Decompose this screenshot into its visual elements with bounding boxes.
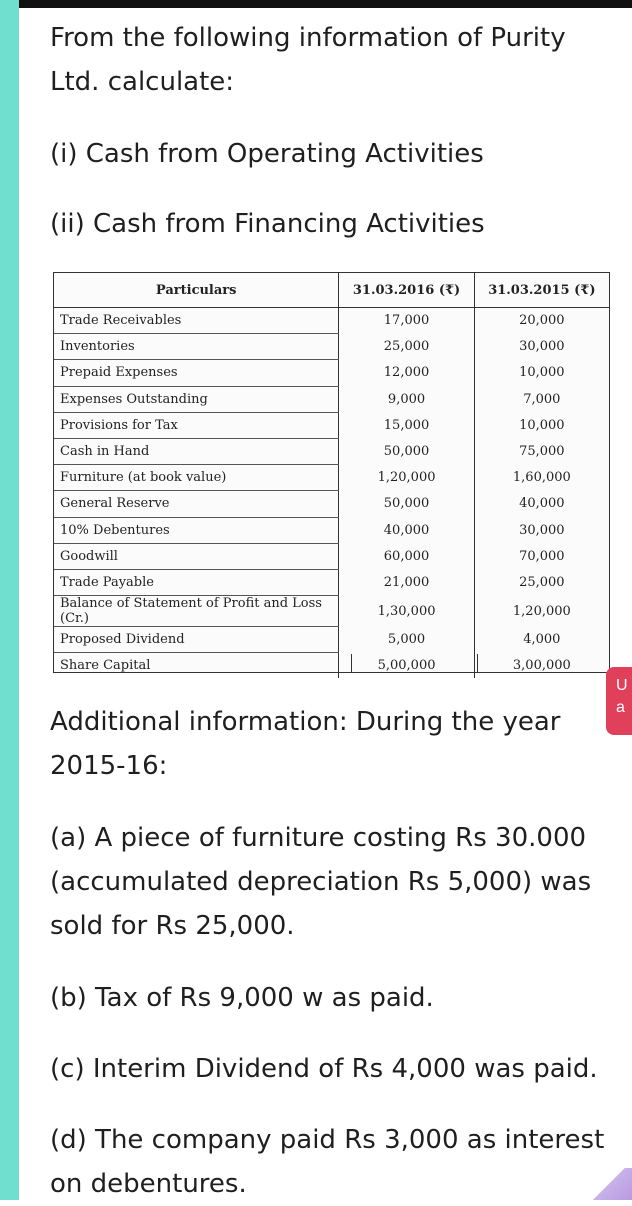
row-particular: Provisions for Tax bbox=[54, 412, 339, 438]
row-particular: Furniture (at book value) bbox=[54, 465, 339, 491]
row-value-2015: 1,60,000 bbox=[512, 470, 571, 486]
row-value-2015: 7,000 bbox=[523, 391, 561, 407]
table-row bbox=[54, 412, 609, 438]
row-value-2015: 4,000 bbox=[523, 632, 561, 648]
row-value-2015: 1,20,000 bbox=[512, 603, 571, 619]
side-button-line2: a bbox=[616, 699, 625, 716]
row-value-2016: 21,000 bbox=[339, 569, 474, 595]
table-header-row bbox=[54, 273, 609, 308]
additional-item-b: (b) Tax of Rs 9,000 w as paid. bbox=[50, 983, 434, 1013]
row-value-2016: 50,000 bbox=[339, 438, 474, 464]
table-row bbox=[54, 596, 609, 627]
row-value-2016: 40,000 bbox=[339, 517, 474, 543]
header-particulars: Particulars bbox=[54, 273, 339, 308]
row-value-2016: 5,000 bbox=[339, 627, 474, 653]
row-particular: Trade Receivables bbox=[54, 308, 339, 334]
row-value-2016: 1,30,000 bbox=[339, 596, 474, 627]
row-value-2016: 17,000 bbox=[339, 308, 474, 334]
table-row bbox=[54, 386, 609, 412]
row-value-2015: 10,000 bbox=[519, 365, 565, 381]
table-row bbox=[54, 360, 609, 386]
side-floating-button[interactable] bbox=[606, 667, 632, 735]
row-particular: Inventories bbox=[54, 334, 339, 360]
row-value-2016: 15,000 bbox=[339, 412, 474, 438]
additional-item-a: (a) A piece of furniture costing Rs 30.000 (accumulated depreciation Rs 5,000) was sold for Rs 25,000. bbox=[50, 823, 592, 941]
row-value-2016: 60,000 bbox=[339, 543, 474, 569]
table-row bbox=[54, 308, 609, 334]
additional-item-d: (d) The company paid Rs 3,000 as interest on debentures. bbox=[50, 1125, 605, 1199]
row-value-2015: 3,00,000 bbox=[512, 658, 571, 674]
table-row bbox=[54, 569, 609, 595]
question-part-ii: (ii) Cash from Financing Activities bbox=[50, 209, 485, 239]
row-value-2015: 30,000 bbox=[519, 339, 565, 355]
row-particular: Prepaid Expenses bbox=[54, 360, 339, 386]
additional-item-c: (c) Interim Dividend of Rs 4,000 was paid. bbox=[50, 1054, 598, 1084]
row-value-2015: 70,000 bbox=[519, 548, 565, 564]
header-2016: 31.03.2016 (₹) bbox=[339, 273, 474, 308]
row-value-2016: 1,20,000 bbox=[339, 465, 474, 491]
table-row bbox=[54, 465, 609, 491]
row-value-2015: 10,000 bbox=[519, 417, 565, 433]
header-2015: 31.03.2015 (₹) bbox=[474, 273, 609, 308]
row-particular: 10% Debentures bbox=[54, 517, 339, 543]
table-row bbox=[54, 438, 609, 464]
row-value-2016: 50,000 bbox=[339, 491, 474, 517]
side-button-line1: U bbox=[616, 677, 628, 694]
corner-decoration bbox=[592, 1168, 632, 1200]
row-value-2016: 12,000 bbox=[339, 360, 474, 386]
row-particular: Trade Payable bbox=[54, 569, 339, 595]
balance-table bbox=[53, 272, 610, 673]
question-text: From the following information of Purity Ltd. calculate: bbox=[50, 23, 566, 97]
row-particular: Share Capital bbox=[54, 653, 339, 679]
row-value-2016: 5,00,000 bbox=[339, 653, 474, 679]
row-value-2015: 25,000 bbox=[519, 574, 565, 590]
row-value-2015: 30,000 bbox=[519, 522, 565, 538]
top-status-bar bbox=[0, 0, 632, 8]
row-value-2016: 9,000 bbox=[339, 386, 474, 412]
question-part-i: (i) Cash from Operating Activities bbox=[50, 139, 484, 169]
additional-info-heading: Additional information: During the year 2015-16: bbox=[50, 707, 561, 781]
left-accent-bar bbox=[0, 0, 19, 1200]
row-value-2015: 40,000 bbox=[519, 496, 565, 512]
table-row bbox=[54, 517, 609, 543]
row-particular: General Reserve bbox=[54, 491, 339, 517]
row-particular: Expenses Outstanding bbox=[54, 386, 339, 412]
row-value-2015: 75,000 bbox=[519, 444, 565, 460]
table-row bbox=[54, 334, 609, 360]
row-value-2016: 25,000 bbox=[339, 334, 474, 360]
row-particular: Proposed Dividend bbox=[54, 627, 339, 653]
table-bottom-space bbox=[54, 654, 609, 672]
row-particular: Cash in Hand bbox=[54, 438, 339, 464]
row-particular: Goodwill bbox=[54, 543, 339, 569]
table-row bbox=[54, 543, 609, 569]
row-value-2015: 20,000 bbox=[519, 313, 565, 329]
table-row bbox=[54, 627, 609, 653]
row-particular: Balance of Statement of Profit and Loss (Cr.) bbox=[54, 596, 339, 627]
table-row bbox=[54, 491, 609, 517]
